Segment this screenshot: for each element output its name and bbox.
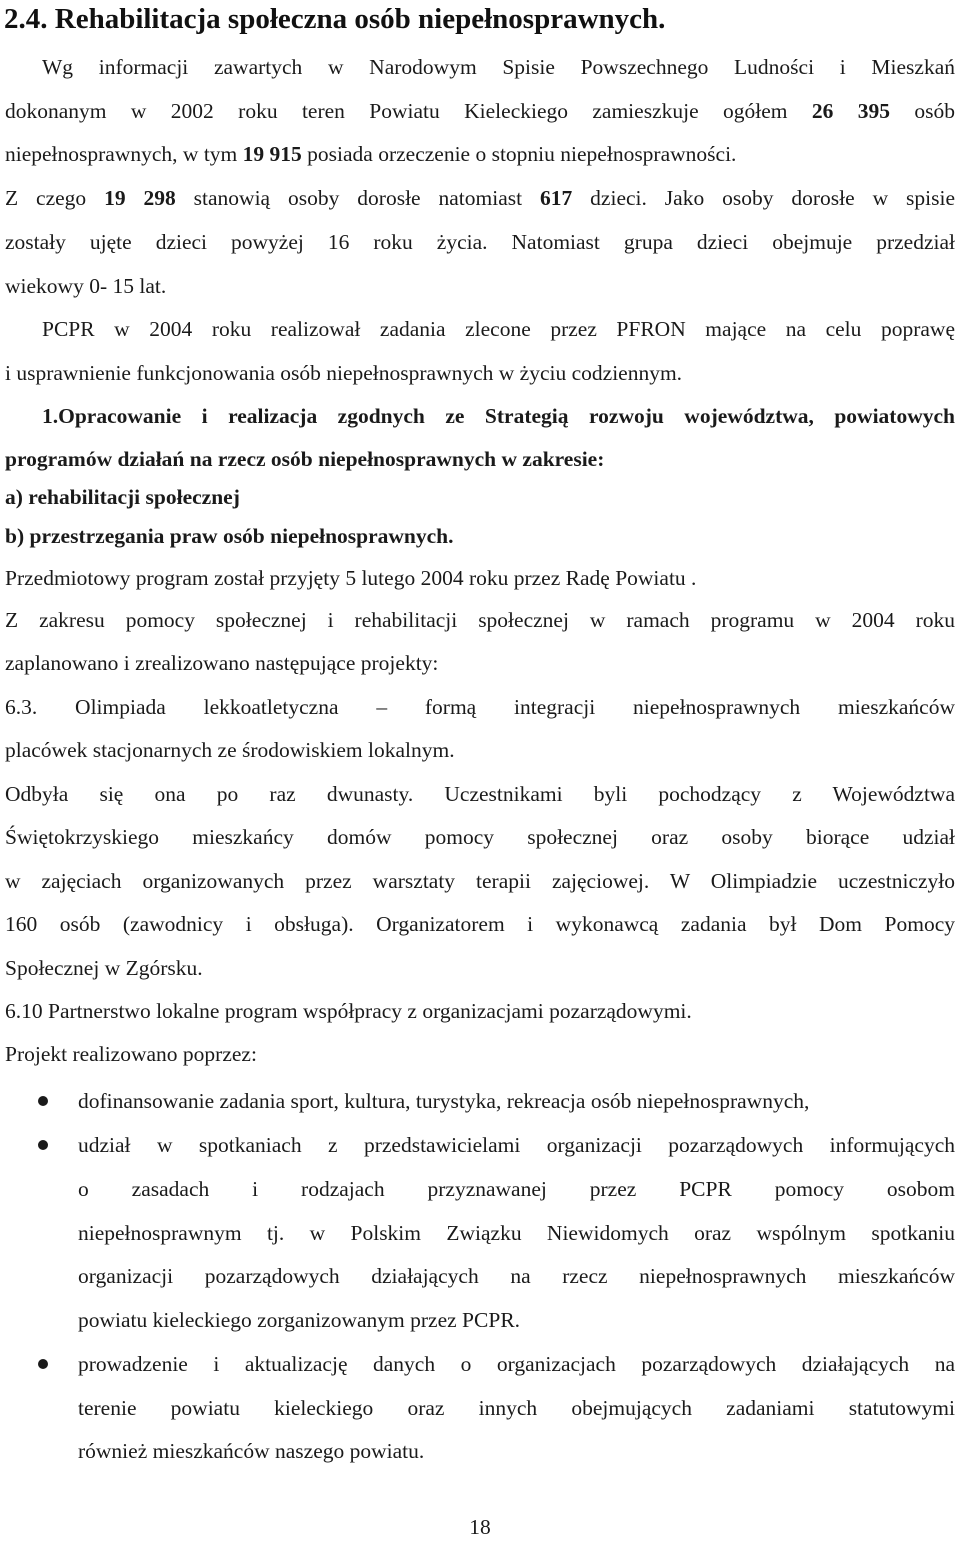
adoption-line: Przedmiotowy program został przyjęty 5 lutego 2004 roku przez Radę Powiatu . — [5, 566, 697, 590]
scope-line2: zaplanowano i zrealizowano następujące projekty: — [5, 651, 439, 675]
para1-line6: wiekowy 0- 15 lat. — [5, 274, 167, 298]
bullet2-line4: organizacji pozarządowych działających na rzecz niepełnosprawnych mieszkańców — [78, 1264, 955, 1288]
bullet3-line3: również mieszkańców naszego powiatu. — [78, 1439, 425, 1463]
project-6-3-line2: placówek stacjonarnych ze środowiskiem lokalnym. — [5, 738, 455, 762]
section-heading: 2.4. Rehabilitacja społeczna osób niepełnosprawnych. — [4, 3, 666, 35]
bullet3-line2: terenie powiatu kieleckiego oraz innych obejmujących zadaniami statutowymi — [78, 1396, 955, 1420]
para1-line3: niepełnosprawnych, w tym 19 915 posiada orzeczenie o stopniu niepełnosprawności. — [5, 142, 737, 166]
project-6-3-line1: 6.3. Olimpiada lekkoatletyczna – formą integracji niepełnosprawnych mieszkańców — [5, 695, 955, 719]
bullet2-line1: udział w spotkaniach z przedstawicielami organizacji pozarządowych informujących — [78, 1133, 955, 1157]
olympics-line2: Świętokrzyskiego mieszkańcy domów pomocy społecznej oraz osoby biorące udział — [5, 825, 955, 849]
olympics-line1: Odbyła się ona po raz dwunasty. Uczestnikami byli pochodzący z Województwa — [5, 782, 955, 806]
para2-line1: PCPR w 2004 roku realizował zadania zlecone przez PFRON mające na celu poprawę — [42, 317, 955, 341]
para1-line2: dokonanym w 2002 roku teren Powiatu Kieleckiego zamieszkuje ogółem 26 395 osób — [5, 99, 955, 123]
total-disabled-count: 26 395 — [811, 99, 890, 123]
program-line1: 1.Opracowanie i realizacja zgodnych ze Strategią rozwoju województwa, powiatowych — [42, 404, 955, 428]
para1-line4: Z czego 19 298 stanowią osoby dorosłe natomiast 617 dzieci. Jako osoby dorosłe w spisie — [5, 186, 956, 210]
bullet-dot-1 — [38, 1096, 48, 1106]
children-count: 617 — [540, 186, 573, 210]
program-line2: programów działań na rzecz osób niepełnosprawnych w zakresie: — [5, 447, 605, 471]
bullet2-line3: niepełnosprawnym tj. w Polskim Związku Niewidomych oraz wspólnym spotkaniu — [78, 1221, 955, 1245]
bullet2-line5: powiatu kieleckiego zorganizowanym przez PCPR. — [78, 1308, 521, 1332]
page-number: 18 — [469, 1515, 491, 1539]
bullet1-line1: dofinansowanie zadania sport, kultura, turystyka, rekreacja osób niepełnosprawnych, — [78, 1089, 810, 1113]
certified-count: 19 915 — [242, 142, 302, 166]
realized-by: Projekt realizowano poprzez: — [5, 1042, 257, 1066]
bullet-dot-3 — [38, 1359, 48, 1369]
olympics-line3: w zajęciach organizowanych przez warsztaty terapii zajęciowej. W Olimpiadzie uczestniczyło — [5, 869, 955, 893]
para2-line2: i usprawnienie funkcjonowania osób niepełnosprawnych w życiu codziennym. — [5, 361, 683, 385]
scope-line1: Z zakresu pomocy społecznej i rehabilitacji społecznej w ramach programu w 2004 roku — [5, 608, 955, 632]
program-item-a: a) rehabilitacji społecznej — [5, 485, 240, 509]
project-6-10: 6.10 Partnerstwo lokalne program współpracy z organizacjami pozarządowymi. — [5, 999, 692, 1023]
bullet2-line2: o zasadach i rodzajach przyznawanej przez PCPR pomocy osobom — [78, 1177, 955, 1201]
olympics-line4: 160 osób (zawodnicy i obsługa). Organizatorem i wykonawcą zadania był Dom Pomocy — [5, 912, 955, 936]
olympics-line5: Społecznej w Zgórsku. — [5, 956, 203, 980]
bullet3-line1: prowadzenie i aktualizację danych o organizacjach pozarządowych działających na — [78, 1352, 955, 1376]
adult-count: 19 298 — [104, 186, 176, 210]
para1-line1: Wg informacji zawartych w Narodowym Spisie Powszechnego Ludności i Mieszkań — [42, 55, 955, 79]
bullet-dot-2 — [38, 1140, 48, 1150]
program-item-b: b) przestrzegania praw osób niepełnosprawnych. — [5, 524, 454, 548]
para1-line5: zostały ujęte dzieci powyżej 16 roku życia. Natomiast grupa dzieci obejmuje przedział — [5, 230, 955, 254]
